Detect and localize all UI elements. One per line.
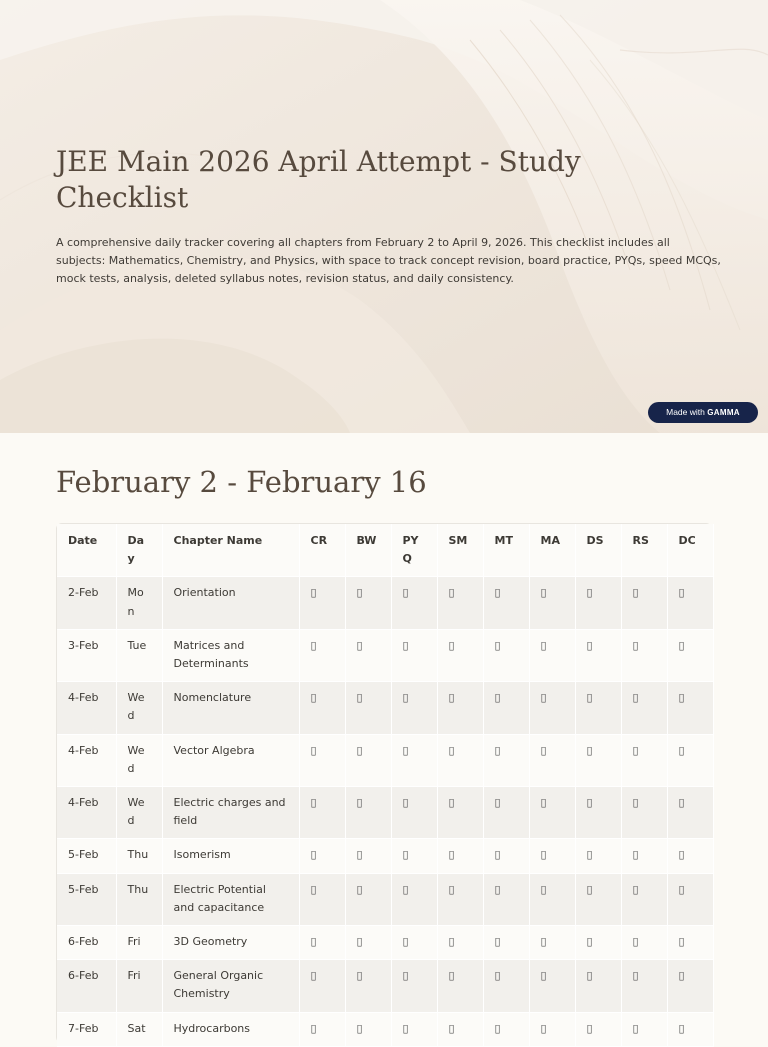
day-cell: Fri	[116, 960, 162, 1012]
checkbox-cell[interactable]	[529, 734, 575, 786]
section-title: February 2 - February 16	[56, 465, 427, 499]
checkbox-icon[interactable]: ▯	[356, 969, 363, 983]
checkbox-icon[interactable]: ▯	[448, 935, 455, 949]
checkbox-cell[interactable]	[345, 629, 391, 681]
checkbox-icon[interactable]: ▯	[540, 691, 547, 705]
checkbox-cell[interactable]	[345, 1012, 391, 1046]
checkbox-cell[interactable]	[437, 960, 483, 1012]
checkbox-icon[interactable]: ▯	[678, 691, 685, 705]
table-row	[57, 629, 713, 681]
checkbox-cell[interactable]	[391, 734, 437, 786]
checkbox-icon[interactable]: ▯	[448, 848, 455, 862]
checkbox-cell[interactable]	[529, 577, 575, 629]
checkbox-cell[interactable]	[483, 839, 529, 873]
day-cell: Mon	[116, 577, 162, 629]
checkbox-cell[interactable]	[621, 682, 667, 734]
checkbox-cell[interactable]	[345, 839, 391, 873]
date-cell: 5-Feb	[57, 873, 116, 925]
checkbox-cell[interactable]	[667, 787, 713, 839]
checkbox-icon[interactable]: ▯	[448, 691, 455, 705]
checkbox-icon[interactable]: ▯	[678, 848, 685, 862]
checkbox-icon[interactable]: ▯	[494, 1021, 501, 1035]
checkbox-icon[interactable]: ▯	[310, 969, 317, 983]
checkbox-cell[interactable]	[391, 960, 437, 1012]
checkbox-cell[interactable]	[667, 839, 713, 873]
checkbox-icon[interactable]: ▯	[632, 882, 639, 896]
page-description: A comprehensive daily tracker covering all chapters from February 2 to April 9, 2026. This checklist includes all subjects: Mathematics, Chemistry, and Physics, with space to track concept revision, board practice, PYQs, speed MCQs, mock tests, analysis, deleted syllabus notes, revision status, and daily consistency.	[56, 236, 721, 286]
checkbox-cell[interactable]	[575, 787, 621, 839]
checkbox-cell[interactable]	[299, 629, 345, 681]
checkbox-cell[interactable]	[345, 926, 391, 960]
checkbox-icon[interactable]: ▯	[310, 848, 317, 862]
day-cell: Thu	[116, 839, 162, 873]
checkbox-cell[interactable]	[437, 629, 483, 681]
checkbox-cell[interactable]	[575, 873, 621, 925]
day-cell: Tue	[116, 629, 162, 681]
checkbox-icon[interactable]: ▯	[310, 935, 317, 949]
checkbox-icon[interactable]: ▯	[586, 691, 593, 705]
checkbox-icon[interactable]: ▯	[540, 796, 547, 810]
checkbox-cell[interactable]	[437, 1012, 483, 1046]
checkbox-icon[interactable]: ▯	[540, 882, 547, 896]
checkbox-cell[interactable]	[483, 682, 529, 734]
checkbox-cell[interactable]	[621, 577, 667, 629]
checkbox-cell[interactable]	[437, 873, 483, 925]
column-header-bw: BW	[345, 524, 391, 577]
checkbox-icon[interactable]: ▯	[494, 743, 501, 757]
date-cell: 4-Feb	[57, 787, 116, 839]
checkbox-cell[interactable]	[483, 787, 529, 839]
chapter-cell: Hydrocarbons	[162, 1012, 299, 1046]
checkbox-cell[interactable]	[299, 577, 345, 629]
checkbox-icon[interactable]: ▯	[678, 638, 685, 652]
date-cell: 7-Feb	[57, 1012, 116, 1046]
checkbox-icon[interactable]: ▯	[310, 586, 317, 600]
table-row	[57, 960, 713, 1012]
checkbox-icon[interactable]: ▯	[310, 882, 317, 896]
checkbox-cell[interactable]	[483, 577, 529, 629]
checkbox-icon[interactable]: ▯	[402, 882, 409, 896]
checkbox-cell[interactable]	[529, 960, 575, 1012]
checkbox-cell[interactable]	[483, 873, 529, 925]
chapter-cell: Matrices and Determinants	[162, 629, 299, 681]
day-cell: Wed	[116, 734, 162, 786]
checkbox-cell[interactable]	[345, 734, 391, 786]
checkbox-icon[interactable]: ▯	[356, 1021, 363, 1035]
checkbox-cell[interactable]	[621, 1012, 667, 1046]
checkbox-icon[interactable]: ▯	[402, 691, 409, 705]
checkbox-cell[interactable]	[575, 960, 621, 1012]
checkbox-icon[interactable]: ▯	[310, 1021, 317, 1035]
checkbox-icon[interactable]: ▯	[402, 935, 409, 949]
date-cell: 4-Feb	[57, 734, 116, 786]
chapter-cell: Isomerism	[162, 839, 299, 873]
checkbox-cell[interactable]	[483, 734, 529, 786]
checkbox-icon[interactable]: ▯	[448, 638, 455, 652]
checkbox-icon[interactable]: ▯	[494, 935, 501, 949]
checkbox-icon[interactable]: ▯	[586, 638, 593, 652]
checkbox-cell[interactable]	[621, 873, 667, 925]
column-header-dc: DC	[667, 524, 713, 577]
checkbox-cell[interactable]	[391, 629, 437, 681]
checkbox-cell[interactable]	[437, 734, 483, 786]
chapter-cell: Nomenclature	[162, 682, 299, 734]
table-row	[57, 1012, 713, 1046]
page-title: JEE Main 2026 April Attempt - Study Checklist	[56, 145, 581, 214]
checkbox-cell[interactable]	[391, 873, 437, 925]
checkbox-icon[interactable]: ▯	[356, 796, 363, 810]
checkbox-icon[interactable]: ▯	[540, 969, 547, 983]
checkbox-cell[interactable]	[345, 787, 391, 839]
checkbox-icon[interactable]: ▯	[632, 848, 639, 862]
date-cell: 6-Feb	[57, 960, 116, 1012]
chapter-cell: General Organic Chemistry	[162, 960, 299, 1012]
made-with-gamma-badge[interactable]	[648, 402, 758, 423]
checkbox-icon[interactable]: ▯	[494, 882, 501, 896]
checkbox-icon[interactable]: ▯	[356, 743, 363, 757]
checkbox-cell[interactable]	[667, 960, 713, 1012]
checkbox-icon[interactable]: ▯	[356, 882, 363, 896]
checkbox-icon[interactable]: ▯	[402, 969, 409, 983]
checkbox-cell[interactable]	[529, 629, 575, 681]
date-cell: 3-Feb	[57, 629, 116, 681]
column-header-rs: RS	[621, 524, 667, 577]
checkbox-icon[interactable]: ▯	[540, 638, 547, 652]
checkbox-cell[interactable]	[299, 926, 345, 960]
checkbox-cell[interactable]	[345, 873, 391, 925]
checkbox-cell[interactable]	[345, 682, 391, 734]
table-row	[57, 926, 713, 960]
checkbox-icon[interactable]: ▯	[678, 969, 685, 983]
table-row	[57, 873, 713, 925]
date-cell: 4-Feb	[57, 682, 116, 734]
checkbox-icon[interactable]: ▯	[448, 1021, 455, 1035]
checkbox-cell[interactable]	[299, 1012, 345, 1046]
checkbox-icon[interactable]: ▯	[678, 586, 685, 600]
checkbox-icon[interactable]: ▯	[494, 638, 501, 652]
checkbox-cell[interactable]	[529, 839, 575, 873]
gamma-logo: GAMMA	[707, 408, 740, 417]
checkbox-cell[interactable]	[621, 787, 667, 839]
checkbox-icon[interactable]: ▯	[310, 638, 317, 652]
date-cell: 5-Feb	[57, 839, 116, 873]
checkbox-cell[interactable]	[667, 577, 713, 629]
checkbox-cell[interactable]	[391, 682, 437, 734]
date-cell: 6-Feb	[57, 926, 116, 960]
checkbox-icon[interactable]: ▯	[494, 586, 501, 600]
checkbox-icon[interactable]: ▯	[310, 691, 317, 705]
checkbox-cell[interactable]	[391, 787, 437, 839]
checkbox-cell[interactable]	[529, 1012, 575, 1046]
checkbox-icon[interactable]: ▯	[678, 743, 685, 757]
checkbox-cell[interactable]	[667, 1012, 713, 1046]
column-header-pyq: PYQ	[391, 524, 437, 577]
checkbox-cell[interactable]	[667, 734, 713, 786]
checkbox-icon[interactable]: ▯	[402, 848, 409, 862]
day-cell: Sat	[116, 1012, 162, 1046]
checkbox-cell[interactable]	[345, 960, 391, 1012]
checkbox-icon[interactable]: ▯	[586, 882, 593, 896]
checkbox-icon[interactable]: ▯	[586, 969, 593, 983]
checkbox-cell[interactable]	[299, 787, 345, 839]
day-cell: Wed	[116, 787, 162, 839]
day-cell: Wed	[116, 682, 162, 734]
checkbox-cell[interactable]	[575, 1012, 621, 1046]
checkbox-cell[interactable]	[621, 734, 667, 786]
column-header-date: Date	[57, 524, 116, 577]
checkbox-cell[interactable]	[391, 926, 437, 960]
checkbox-cell[interactable]	[575, 577, 621, 629]
table-row	[57, 734, 713, 786]
checkbox-cell[interactable]	[437, 682, 483, 734]
checkbox-cell[interactable]	[575, 734, 621, 786]
checkbox-icon[interactable]: ▯	[540, 1021, 547, 1035]
checkbox-cell[interactable]	[437, 577, 483, 629]
checkbox-cell[interactable]	[299, 960, 345, 1012]
checkbox-cell[interactable]	[299, 682, 345, 734]
checkbox-cell[interactable]	[667, 926, 713, 960]
checkbox-icon[interactable]: ▯	[586, 848, 593, 862]
checkbox-cell[interactable]	[621, 926, 667, 960]
checkbox-icon[interactable]: ▯	[356, 586, 363, 600]
checkbox-icon[interactable]: ▯	[448, 882, 455, 896]
column-header-mt: MT	[483, 524, 529, 577]
checkbox-cell[interactable]	[529, 873, 575, 925]
checkbox-cell[interactable]	[483, 1012, 529, 1046]
checkbox-icon[interactable]: ▯	[540, 935, 547, 949]
checkbox-icon[interactable]: ▯	[402, 586, 409, 600]
dune-background-image	[0, 0, 768, 433]
chapter-cell: Vector Algebra	[162, 734, 299, 786]
checkbox-cell[interactable]	[621, 629, 667, 681]
checklist-table	[56, 523, 712, 1043]
column-header-day: Day	[116, 524, 162, 577]
checkbox-icon[interactable]: ▯	[540, 743, 547, 757]
chapter-cell: Orientation	[162, 577, 299, 629]
checkbox-cell[interactable]	[483, 926, 529, 960]
badge-prefix: Made with	[666, 407, 705, 417]
table-row	[57, 682, 713, 734]
checkbox-icon[interactable]: ▯	[448, 743, 455, 757]
date-cell: 2-Feb	[57, 577, 116, 629]
column-header-cr: CR	[299, 524, 345, 577]
checkbox-icon[interactable]: ▯	[448, 969, 455, 983]
column-header-sm: SM	[437, 524, 483, 577]
checkbox-cell[interactable]	[391, 1012, 437, 1046]
checkbox-cell[interactable]	[575, 629, 621, 681]
checkbox-icon[interactable]: ▯	[632, 796, 639, 810]
checkbox-icon[interactable]: ▯	[632, 691, 639, 705]
checkbox-icon[interactable]: ▯	[310, 743, 317, 757]
checkbox-icon[interactable]: ▯	[586, 743, 593, 757]
checkbox-cell[interactable]	[437, 787, 483, 839]
checkbox-cell[interactable]	[299, 839, 345, 873]
checkbox-icon[interactable]: ▯	[356, 848, 363, 862]
table-header-row	[57, 524, 713, 577]
checkbox-icon[interactable]: ▯	[540, 586, 547, 600]
checkbox-cell[interactable]	[529, 787, 575, 839]
checkbox-icon[interactable]: ▯	[678, 1021, 685, 1035]
checkbox-icon[interactable]: ▯	[678, 796, 685, 810]
checkbox-cell[interactable]	[345, 577, 391, 629]
checkbox-cell[interactable]	[529, 926, 575, 960]
checkbox-icon[interactable]: ▯	[632, 969, 639, 983]
checkbox-icon[interactable]: ▯	[402, 638, 409, 652]
day-cell: Fri	[116, 926, 162, 960]
hero-banner	[0, 0, 768, 433]
checkbox-icon[interactable]: ▯	[448, 586, 455, 600]
chapter-cell: 3D Geometry	[162, 926, 299, 960]
checkbox-icon[interactable]: ▯	[678, 935, 685, 949]
checkbox-icon[interactable]: ▯	[494, 848, 501, 862]
checkbox-cell[interactable]	[575, 839, 621, 873]
checkbox-cell[interactable]	[529, 682, 575, 734]
checkbox-icon[interactable]: ▯	[356, 638, 363, 652]
checkbox-icon[interactable]: ▯	[632, 1021, 639, 1035]
checkbox-cell[interactable]	[483, 629, 529, 681]
checkbox-cell[interactable]	[391, 839, 437, 873]
checkbox-icon[interactable]: ▯	[632, 743, 639, 757]
checkbox-icon[interactable]: ▯	[678, 882, 685, 896]
checkbox-icon[interactable]: ▯	[448, 796, 455, 810]
day-cell: Thu	[116, 873, 162, 925]
checkbox-cell[interactable]	[667, 682, 713, 734]
checkbox-cell[interactable]	[621, 960, 667, 1012]
checkbox-icon[interactable]: ▯	[586, 796, 593, 810]
chapter-cell: Electric Potential and capacitance	[162, 873, 299, 925]
checkbox-icon[interactable]: ▯	[586, 586, 593, 600]
checkbox-cell[interactable]	[621, 839, 667, 873]
checkbox-icon[interactable]: ▯	[586, 1021, 593, 1035]
checkbox-cell[interactable]	[575, 926, 621, 960]
checkbox-icon[interactable]: ▯	[402, 743, 409, 757]
column-header-chapter-name: Chapter Name	[162, 524, 299, 577]
checkbox-cell[interactable]	[391, 577, 437, 629]
checkbox-cell[interactable]	[667, 873, 713, 925]
checkbox-cell[interactable]	[667, 629, 713, 681]
column-header-ma: MA	[529, 524, 575, 577]
checkbox-icon[interactable]: ▯	[494, 969, 501, 983]
checkbox-icon[interactable]: ▯	[310, 796, 317, 810]
checkbox-cell[interactable]	[483, 960, 529, 1012]
checkbox-cell[interactable]	[299, 873, 345, 925]
checkbox-icon[interactable]: ▯	[632, 935, 639, 949]
table-row	[57, 839, 713, 873]
checkbox-icon[interactable]: ▯	[402, 1021, 409, 1035]
checkbox-icon[interactable]: ▯	[402, 796, 409, 810]
checkbox-icon[interactable]: ▯	[356, 935, 363, 949]
checkbox-icon[interactable]: ▯	[586, 935, 593, 949]
table-row	[57, 787, 713, 839]
checkbox-icon[interactable]: ▯	[494, 796, 501, 810]
checkbox-icon[interactable]: ▯	[540, 848, 547, 862]
table-body	[57, 577, 713, 1046]
checkbox-cell[interactable]	[437, 926, 483, 960]
table-row	[57, 577, 713, 629]
checkbox-icon[interactable]: ▯	[632, 638, 639, 652]
column-header-ds: DS	[575, 524, 621, 577]
checkbox-icon[interactable]: ▯	[356, 691, 363, 705]
chapter-cell: Electric charges and field	[162, 787, 299, 839]
checkbox-icon[interactable]: ▯	[632, 586, 639, 600]
checkbox-cell[interactable]	[575, 682, 621, 734]
checkbox-icon[interactable]: ▯	[494, 691, 501, 705]
checkbox-cell[interactable]	[299, 734, 345, 786]
checkbox-cell[interactable]	[437, 839, 483, 873]
